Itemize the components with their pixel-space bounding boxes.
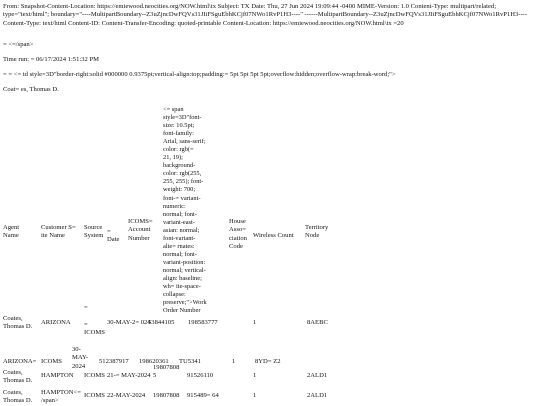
cell-source: ICOMS [84, 392, 105, 399]
header-work-order: <= span style=3D"font- size: 10.5pt; font-family: Arial, sans-serif; color: rgb(= 21, 19); background- color: rgb(255, 255, 255); font- weight: 700; font-= variant- numeric: normal; font- variant-east- asian: normal; font-variant- alte= rnates: normal; font- variant-position: normal; vertical- align: baseline; wh= ite-space- collapse: preserve;">Work Order Number [163, 106, 207, 315]
email-header: From: Snapshot-Content-Location: https://emiewood.neocities.org/NOW.html\tx Subject: TX Date: Thu, 27 Jun 2024 19:09:44 -0400 MIME-Version: 1.0 Content-Type: multipart/related; type="text/html"; boundary="----MultipartBoundary--Z3uZjncDwFQVs31JIiFSguEbhKCjf07NWo1RvP1H3----" ------MultipartBoundary--Z3uZjncDwFQVs31JIiFSguEbhKCjf07NWo1RvP1H3---- Content-Type: text/html Content-ID: Content-Transfer-Encoding: quoted-printable Content-Location: https://emiewood.neocities.org/NOW.html\tx =20 [3, 3, 528, 27]
header-agent-name: Agent Name [3, 224, 20, 240]
cell-source: ICOMS [41, 358, 62, 365]
cell-site: ARIZONA= [3, 358, 37, 365]
header-date: Date [107, 236, 120, 243]
cell-wireless: 1 [232, 358, 236, 365]
cell-work-order: 198620361 [139, 358, 169, 365]
time-run: Time run: = 06/17/2024 1:51:32 PM [3, 56, 99, 63]
cell-account: 512387917 [99, 358, 129, 365]
report-table [3, 106, 535, 405]
coat-line: Coat= es, Thomas D. [3, 86, 59, 93]
cell-agent: Coates, Thomas D. [3, 369, 33, 385]
cell-wireless: 1 [253, 372, 257, 379]
cell-node: 8AEBC [307, 319, 328, 326]
cell-wireless: 1 [253, 392, 257, 399]
cell-node: 8YD= Z2 [255, 358, 281, 365]
cell-agent: Coates, Thomas D. [3, 389, 33, 405]
cell-wireless: 1 [253, 319, 257, 326]
header-territory-node: Territory Node [305, 224, 329, 240]
cell-site: ARIZONA [41, 319, 71, 326]
cell-account: 19807808 [153, 392, 180, 399]
cell-work-order: 91526110 [187, 372, 214, 379]
header-eq: = [107, 228, 111, 235]
cell-house: TU5341 [179, 358, 201, 365]
cell-agent: Coates, Thomas D. [3, 315, 33, 331]
cell-work-order: 198583777 [188, 319, 218, 326]
header-wireless-count: Wireless Count [253, 232, 294, 239]
cell-date: 22-MAY-2024 [107, 392, 146, 399]
header-icoms-account: ICOMS= Account Number [128, 218, 153, 242]
cell-eq: = [84, 304, 88, 311]
span-line: = <=/span> [3, 41, 34, 48]
cell-date: 21-= MAY-2024 [107, 372, 151, 379]
cell-node: 2ALD1 [307, 372, 328, 379]
td-style-line: = = <= td style=3D"border-right:solid #000000 0.9375pt;vertical-align:top;padding:= 5pt 5pt 5pt 5pt;overflow:hidden;overflow-wrap:break-word;"> [3, 71, 396, 78]
header-house-assoc: House Asso= ciation Code [229, 218, 247, 251]
cell-work-order: 915489= 64 [187, 392, 219, 399]
cell-site: HAMPTON [41, 372, 74, 379]
cell-source: ICOMS [84, 372, 105, 379]
cell-site: HAMPTON<= /span> [41, 389, 81, 405]
cell-node: 2ALD1 [307, 392, 328, 399]
cell-account: 53844105 [148, 319, 175, 326]
cell-account: 19807808 5 [153, 364, 180, 380]
cell-source: = ICOMS [84, 321, 105, 337]
header-source-system: Source System [84, 224, 104, 240]
cell-date: 30-MAY-2= 024 [107, 319, 151, 326]
cell-date: 30- MAY- 2024 [72, 346, 89, 370]
header-customer-site: Customer S= ite Name [41, 224, 76, 240]
